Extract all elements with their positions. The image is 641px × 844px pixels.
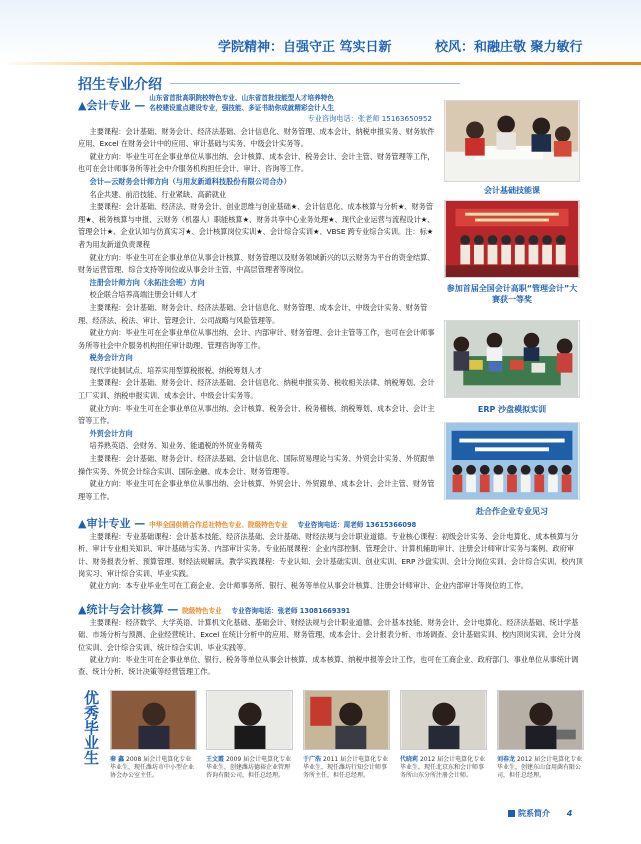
page-number: 4 (566, 809, 573, 818)
dir3-courses: 主要课程：会计基础、财务会计、经济法基础、会计信息化、纳税申报实务、税收相关法律、纳税筹划、会计工厂实训、纳税申报实训、成本会计、中级会计实务等。 (78, 378, 435, 401)
graduate-photo (400, 690, 487, 750)
photo-erp-sandbox (444, 320, 580, 398)
dir1-jobs: 就业方向：毕业生可在企事业单位从事会计核算、财务管理以及财务领域新兴的以云财务为平台的资金结算、财务运营管理、综合支持等岗位或从事会计主管、中高层管理者等岗位。 (78, 252, 435, 275)
statistics-heading-row (78, 604, 588, 617)
graduate-desc: 2012 届会计电算化专业毕业生，现任北京东和会计师事务所山东分所注册会计师。 (400, 756, 486, 779)
dir4-tag: 培养熟英语、会财务、知业务、能通税的外贸业务精英 (89, 441, 263, 451)
graduate-info (497, 756, 584, 780)
graduates-list (110, 690, 585, 800)
graduate-desc: 2011 届会计电算化专业毕业生，现任潍坊行知会计师事务所主任，担任总经理。 (303, 756, 389, 779)
dir2-courses: 主要课程：会计基础、财务会计、经济法基础、会计信息化、财务管理、成本会计、中级会计实务、财务管理、经济法、税法、审计、管理会计、公司战略与风险管理等。 (78, 302, 428, 325)
accounting-tagline-2: 名校建设重点建设专业，强技能、多证书助你成就精彩会计人生 (149, 103, 334, 112)
dir2-tag: 校企联合培养高端注册会计师人才 (89, 290, 198, 300)
audit-heading: ▲审计专业 — (78, 517, 146, 530)
dir3-tag: 现代学徒制试点、培养实用型算税报税、纳税筹划人才 (89, 365, 263, 375)
dir4-jobs: 就业方向：毕业生可在企事业单位从事出纳、会计核算、外贸会计、外贸跟单、成本会计、会计主管、财务管理等工作。 (78, 479, 435, 501)
graduate-photo (303, 690, 390, 750)
caption-erp-sandbox: ERP 沙盘模拟实训 (477, 405, 547, 414)
graduate-card (497, 690, 584, 780)
dir2-title: 注册会计师方向（永拓注会班）方向 (89, 277, 205, 287)
caption-skills-class: 会计基础技能课 (484, 186, 540, 195)
graduate-card (400, 690, 487, 780)
graduate-name: 秦 鑫 (110, 756, 125, 763)
dir4-courses: 主要课程：会计基础、财务会计、经济法基础、会计信息化、国际贸易理论与实务、外贸会计实务、外贸跟单操作实务、外贸会计综合实训、国际金融、成本会计、财务管理等。 (78, 454, 435, 476)
page-footer (508, 808, 572, 819)
caption-competition-award: 参加首届全国会计高职“管理会计”大赛获一等奖 (446, 284, 578, 304)
graduate-card (206, 690, 293, 780)
graduate-card (110, 690, 197, 780)
audit-courses: 主要课程：专业基础课程：会计基本技能、经济法基础、会计基础、财经法规与会计职业道德。专业核心课程：初级会计实务、会计电算化、成本核算与分析、审计专业相关知识、审计基础与实务、内部审计实务。专业拓展课程：企业内部控制、管理会计、计算机辅助审计、注册会计师审计实务与案例、政府审计、财务报表分析、预算管理、财经法规解读。教学实践课程：专业认知、会计基础实训、创业实训、ERP 沙盘实训、会计分岗位实训、会计综合实训、校内顶岗实习、审计综合实训、毕业实践。 (78, 532, 583, 578)
graduate-name: 王文霞 (206, 756, 225, 763)
caption-enterprise-visit: 赴合作企业专业见习 (476, 507, 548, 516)
graduate-info (400, 756, 487, 780)
statistics-contact: 专业咨询电话：张老师 13081669391 (231, 607, 351, 615)
audit-heading-row (78, 518, 588, 531)
statistics-courses: 主要课程：经济数学、大学英语、计算机文化基础、基础会计、财经法规与会计职业道德、会计基本技能、财务会计、会计电算化、经济法基础、统计学基础、市场分析与预测、企业经营统计、Excel 在统计分析中的应用、财务管理、成本会计、会计报表分析、市场调查、会计基础实训、校内顶岗实训、会计分岗位实训、会计综合实训、统计综合实训、毕业实践等。 (78, 618, 581, 652)
graduate-name: 刘春龙 (497, 756, 516, 763)
graduate-photo (497, 690, 584, 750)
audit-contact: 专业咨询电话：周老师 13615366098 (297, 521, 417, 529)
dir3-jobs: 就业方向：毕业生可在企事业单位从事出纳、会计核算、税务会计、税务稽核、纳税筹划、成本会计、会计主管等工作。 (78, 403, 435, 426)
accounting-tagline-1: 山东省首批高职院校特色专业、山东省首批技能型人才培养特色 (149, 94, 334, 102)
banner-stripe (0, 62, 641, 65)
accounting-contact: 专业咨询电话：张老师 15163650952 (307, 114, 432, 123)
graduate-card (303, 690, 390, 780)
school-motto: 校风：和融庄敬 聚力敏行 (435, 40, 583, 55)
graduate-desc: 2012 届会计电算化专业毕业生，创建东山食用菌有限公司，担任总经理。 (497, 756, 583, 779)
photo-skills-class (444, 100, 580, 182)
accounting-heading-row (78, 94, 438, 113)
graduate-name: 于广浩 (303, 756, 322, 763)
statistics-section (78, 604, 588, 678)
dir1-courses: 主要课程：会计基础、经济法、财务会计、创业思维与创业基础★、会计信息化、成本核算与分析★、财务管理★、税务核算与申报、云财务（机器人）职能核算★、财务共享中心业务处理★、现代企业运营与流程设计★、管理会计★、企业认知与仿真实习★、会计核算岗位实训★、会计综合实训★、VBSE 跨专业综合实训。注：标★者为用友新道负责课程 (78, 202, 435, 249)
dir1-title: 会计—云财务会计师方向（与用友新道科技股份有限公司合办） (89, 176, 291, 186)
graduate-name: 代晓莉 (400, 756, 419, 763)
audit-tagline: 中华全国供销合作总社特色专业、院级特色专业 (149, 521, 288, 529)
audit-section (78, 518, 588, 592)
section-title: 招生专业介绍 (78, 77, 162, 93)
footer-square-icon (508, 810, 515, 817)
graduate-desc: 2009 届会计电算化专业毕业生，创建潍坊德裕企业管理咨询有限公司，担任总经理。 (206, 756, 292, 779)
graduate-desc: 2008 届会计电算化专业毕业生，现任潍坊市中小型企业协会办公室主任。 (110, 756, 195, 779)
graduate-photo (110, 690, 197, 750)
audit-jobs: 就业方向：本专业毕业生可在工商企业、会计师事务所、银行、税务等单位从事会计核算、注册会计师审计、企业内部审计等岗位的工作。 (89, 581, 528, 591)
title-divider (170, 83, 460, 84)
footer-label: 院系简介 (518, 809, 550, 818)
dir3-title: 税务会计方向 (89, 353, 133, 363)
college-spirit-motto: 学院精神：自强守正 笃实日新 (218, 40, 392, 55)
statistics-heading: ▲统计与会计核算 — (78, 603, 179, 616)
graduates-title: 优秀毕业生 (82, 690, 100, 765)
accounting-jobs: 就业方向：毕业生可在企事业单位从事出纳、会计核算、成本会计、税务会计、会计主管、财务管理等工作，也可在会计师事务所等社会中介服务机构担任会计、审计、咨询等工作。 (78, 151, 435, 174)
accounting-tagline-block (149, 94, 334, 113)
statistics-jobs: 就业方向：毕业生可在企事业单位、银行、税务等单位从事会计核算、成本核算、纳税申报等会计工作，也可在工商企业、政府部门、事业单位从事统计调查、统计分析、统计决策等经营管理工作。 (78, 654, 579, 677)
accounting-courses: 主要课程：会计基础、财务会计、经济法基础、会计信息化、财务管理、成本会计、纳税申报实务、财务软件应用、Excel 在财务会计中的应用、审计基础与实务、中级会计实务等。 (78, 126, 435, 149)
graduate-photo (206, 690, 293, 750)
statistics-tagline: 院级特色专业 (182, 607, 222, 615)
photo-enterprise-visit (444, 422, 580, 500)
graduate-info (206, 756, 293, 780)
graduate-info (303, 756, 390, 780)
dir4-title: 外贸会计方向 (89, 428, 133, 438)
accounting-heading: ▲会计专业 — (78, 99, 146, 113)
dir2-jobs: 就业方向：毕业生可在企事业单位从事出纳、会计、内部审计、财务管理、会计主管等工作，也可在会计师事务所等社会中介服务机构担任审计助理、管理咨询等工作。 (78, 328, 435, 350)
dir1-tag: 名企共建、前沿技能、行业紧缺、高薪就业 (89, 189, 227, 199)
accounting-section (78, 94, 438, 503)
graduate-info (110, 756, 197, 780)
photo-competition-award (444, 200, 580, 278)
